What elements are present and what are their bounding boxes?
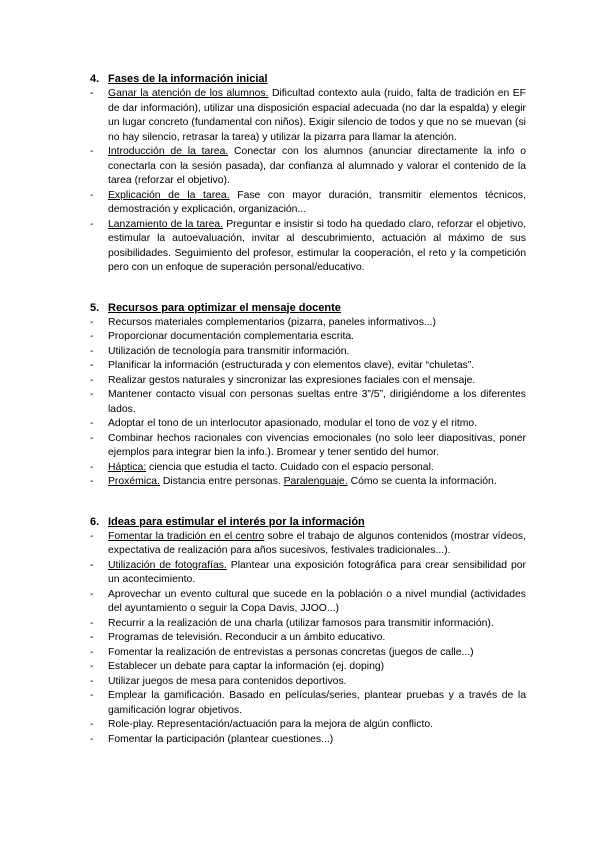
item-text: Combinar hechos racionales con vivencias emocionales (no solo leer diapositivas, poner ejemplos para integrar bien la info.). Bromear y tener sentido del humor. (108, 432, 526, 458)
list-item: - Programas de televisión. Reconducir a un ámbito educativo. (90, 632, 386, 643)
section-title: Recursos para optimizar el mensaje docente (108, 301, 341, 314)
list-item: - Fomentar la realización de entrevistas a personas concretas (juegos de calle...) (90, 646, 474, 658)
list-item: - Introducción de la tarea. Conectar con los alumnos (anunciar directamente la info o conectarla con la sesión pasada), dar confianza al alumnado y valorar el contenido de la tarea (reforzar el objetivo). (90, 146, 526, 186)
item-text: Fomentar la realización de entrevistas a personas concretas (juegos de calle...) (108, 646, 474, 658)
item-text: Role-play. Representación/actuación para la mejora de algún conflicto. (108, 719, 433, 730)
section-title: Fases de la información inicial (108, 73, 268, 85)
item-text: Utilizar juegos de mesa para contenidos deportivos. (108, 675, 347, 687)
item-lead-2: Paralenguaje. (283, 476, 348, 487)
section-number: 6. (90, 515, 100, 528)
item-lead: Fomentar la tradición en el centro (108, 530, 265, 542)
item-text: Fase con mayor duración, transmitir elementos técnicos, demostración y explicación, organización... (108, 189, 527, 215)
item-text: Emplear la gamificación. Basado en películas/series, plantear pruebas y a través de la gamificación lograr objetivos. (108, 690, 526, 716)
list-item: - Lanzamiento de la tarea. Preguntar e insistir si todo ha quedado claro, reforzar el objetivo, estimular la autoevaluación, invitar al descubrimiento, actuación al máximo de sus posibilidades. Seguimiento del profesor, estimular la cooperación, el reto y la competición pero con un enfoque de superación personal/educativo. (90, 218, 526, 273)
section-heading (90, 301, 526, 315)
item-text: Planificar la información (estructurada y con elementos clave), evitar “chuletas”. (108, 360, 475, 371)
item-text: Recursos materiales complementarios (pizarra, paneles informativos...) (108, 316, 437, 328)
item-text: Fomentar la participación (plantear cuestiones...) (108, 733, 334, 745)
section-title: Ideas para estimular el interés por la información (108, 515, 365, 528)
section-5 (90, 301, 526, 490)
item-text: Plantear una exposición fotográfica para crear sensibilidad por un acontecimiento. (108, 559, 526, 585)
item-text: Programas de televisión. Reconducir a un ámbito educativo. (108, 632, 386, 643)
item-text: Dificultad contexto aula (ruido, falta de tradición en EF de dar información), utilizar una disposición espacial adecuada (no dar la espalda) y elegir un lugar concreto (fundamental con niños). Exigir silencio de todos y que no se muevan (si no hay silencio, retrasar la tarea) y utilizar la pizarra para llamar la atención. (108, 88, 526, 143)
item-text: Conectar con los alumnos (anunciar directamente la info o conectarla con la sesión pasada), dar confianza al alumnado y valorar el contenido de la tarea (reforzar el objetivo). (108, 146, 526, 186)
item-lead: Proxémica. (108, 476, 160, 487)
section-heading (90, 72, 526, 86)
section-heading (90, 515, 526, 529)
item-lead: Háptica: (108, 461, 147, 473)
item-lead: Explicación de la tarea. (108, 189, 230, 201)
item-text: Aprovechar un evento cultural que sucede en la población o a nivel mundial (actividades del ayuntamiento o seguir la Copa Davis, JJOO...) (108, 588, 526, 614)
item-text: Recurrir a la realización de una charla (utilizar famosos para transmitir información). (108, 617, 494, 629)
item-text: Establecer un debate para captar la información (ej. doping) (108, 661, 385, 672)
item-text: sobre el trabajo de algunos contenidos (mostrar vídeos, expectativa de realización para años sucesivos, festivales tradicionales...). (108, 530, 526, 556)
item-text: Proporcionar documentación complementaria escrita. (108, 331, 355, 342)
list-item: - Utilización de fotografías. Plantear una exposición fotográfica para crear sensibilidad por un acontecimiento. (90, 559, 526, 585)
item-text: Utilización de tecnología para transmitir información. (108, 345, 350, 357)
item-lead: Utilización de fotografías. (108, 559, 227, 571)
item-text: Realizar gestos naturales y sincronizar las expresiones faciales con el mensaje. (108, 374, 476, 386)
item-text: Adoptar el tono de un interlocutor apasionado, modular el tono de voz y el ritmo. (108, 418, 478, 429)
bullet-list (90, 316, 526, 490)
bullet-list (90, 87, 526, 276)
section-4 (90, 72, 526, 276)
list-item: - Ganar la atención de los alumnos. Dificultad contexto aula (ruido, falta de tradición en EF de dar información), utilizar una disposición espacial adecuada (no dar la espalda) y elegir un lugar concreto (fundamental con niños). Exigir silencio de todos y que no se muevan (si no hay silencio, retrasar la tarea) y utilizar la pizarra para llamar la atención. (90, 88, 526, 143)
list-item: - Adoptar el tono de un interlocutor apasionado, modular el tono de voz y el ritmo. (90, 418, 478, 429)
item-text: Distancia entre personas. (159, 476, 284, 487)
section-number: 5. (90, 301, 100, 314)
list-item: - Establecer un debate para captar la información (ej. doping) (90, 661, 385, 672)
list-item: - Role-play. Representación/actuación para la mejora de algún conflicto. (90, 719, 433, 730)
list-item: - Fomentar la tradición en el centro sobre el trabajo de algunos contenidos (mostrar vídeos, expectativa de realización para años sucesivos, festivales tradicionales...). (90, 530, 526, 556)
section-number: 4. (90, 73, 100, 85)
list-item: - Planificar la información (estructurada y con elementos clave), evitar “chuletas”. (90, 360, 475, 371)
item-text-2: Cómo se cuenta la información. (347, 476, 497, 487)
list-item: - Aprovechar un evento cultural que sucede en la población o a nivel mundial (actividades del ayuntamiento o seguir la Copa Davis, JJOO...) (90, 588, 526, 614)
list-item: - Proporcionar documentación complementaria escrita. (90, 331, 355, 342)
list-item: - Combinar hechos racionales con vivencias emocionales (no solo leer diapositivas, poner ejemplos para integrar bien la info.). Bromear y tener sentido del humor. (90, 432, 526, 458)
list-item: - Utilizar juegos de mesa para contenidos deportivos. (90, 675, 347, 687)
list-item: - Recursos materiales complementarios (pizarra, paneles informativos...) (90, 316, 437, 328)
list-item: - Explicación de la tarea. Fase con mayor duración, transmitir elementos técnicos, demostración y explicación, organización... (90, 189, 527, 215)
bullet-list (90, 530, 526, 748)
document-page (90, 72, 526, 747)
list-item: - Proxémica. Distancia entre personas. Paralenguaje. Cómo se cuenta la información. (90, 476, 497, 487)
list-item: - Fomentar la participación (plantear cuestiones...) (90, 733, 334, 745)
item-lead: Introducción de la tarea. (108, 146, 229, 157)
item-lead: Ganar la atención de los alumnos. (108, 88, 269, 99)
item-text: ciencia que estudia el tacto. Cuidado con el espacio personal. (146, 461, 434, 473)
section-6 (90, 515, 526, 748)
list-item: - Háptica: ciencia que estudia el tacto. Cuidado con el espacio personal. (90, 461, 434, 473)
list-item: - Utilización de tecnología para transmitir información. (90, 345, 350, 357)
item-lead: Lanzamiento de la tarea. (108, 218, 224, 230)
list-item: - Emplear la gamificación. Basado en películas/series, plantear pruebas y a través de la gamificación lograr objetivos. (90, 690, 526, 716)
list-item: - Mantener contacto visual con personas sueltas entre 3”/5”, dirigiéndome a los diferentes lados. (90, 389, 526, 415)
list-item: - Recurrir a la realización de una charla (utilizar famosos para transmitir información). (90, 617, 494, 629)
item-text: Mantener contacto visual con personas sueltas entre 3”/5”, dirigiéndome a los diferentes lados. (108, 389, 526, 415)
item-text: Preguntar e insistir si todo ha quedado claro, reforzar el objetivo, estimular la autoevaluación, invitar al descubrimiento, actuación al máximo de sus posibilidades. Seguimiento del profesor, estimular la cooperación, el reto y la competición pero con un enfoque de superación personal/educativo. (108, 218, 526, 273)
list-item: - Realizar gestos naturales y sincronizar las expresiones faciales con el mensaje. (90, 374, 476, 386)
